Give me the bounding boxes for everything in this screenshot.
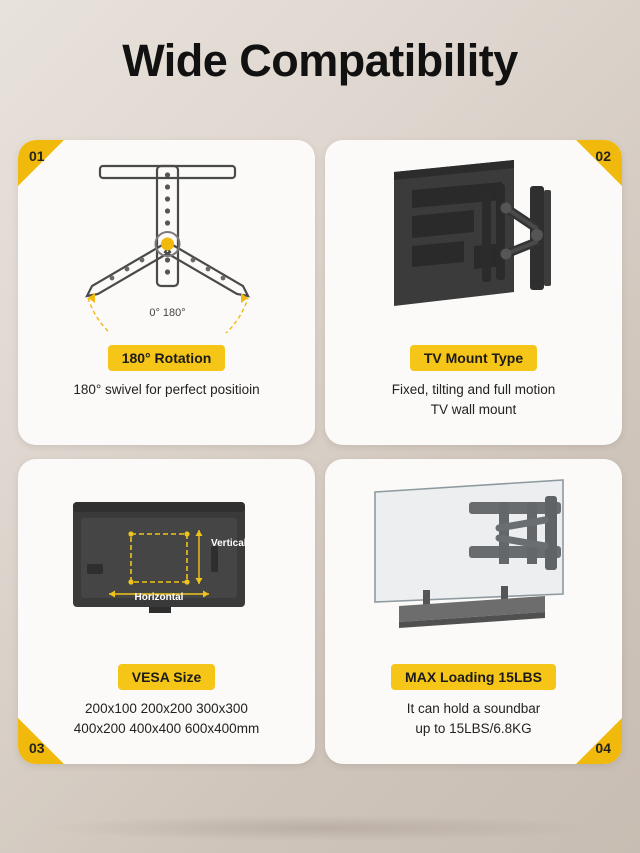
card-label-03: VESA Size [118, 664, 216, 690]
card-label-04: MAX Loading 15LBS [391, 664, 556, 690]
soundbar-load-illustration [325, 459, 622, 659]
vesa-tv-svg [59, 484, 274, 634]
card-number-03: 03 [29, 740, 45, 756]
card-desc-line: It can hold a soundbar [406, 701, 541, 716]
card-number-04: 04 [595, 740, 611, 756]
feature-card-vesa[interactable] [18, 459, 315, 764]
card-desc-03 [32, 699, 301, 738]
page-bottom-shadow [40, 815, 600, 841]
card-desc-01 [32, 380, 301, 400]
wall-mount-svg [354, 150, 594, 330]
card-number-02: 02 [595, 148, 611, 164]
vesa-horizontal-label: Horizontal [134, 592, 184, 603]
soundbar-svg [349, 472, 599, 647]
feature-card-grid [18, 140, 622, 764]
card-desc-line: up to 15LBS/6.8KG [415, 720, 532, 736]
card-desc-line: Fixed, tilting and full motion [391, 382, 556, 397]
vesa-vertical-label: Vertical [211, 538, 247, 549]
feature-card-max-load[interactable] [325, 459, 622, 764]
page-title: Wide Compatibility [122, 35, 518, 86]
card-label-wrap-02 [325, 345, 622, 371]
rotation-bracket-svg [52, 148, 282, 333]
card-label-wrap-04 [325, 664, 622, 690]
card-label-01: 180° Rotation [108, 345, 226, 371]
card-desc-line: 200x100 200x200 300x300 [85, 701, 248, 716]
card-number-01: 01 [29, 148, 45, 164]
card-desc-line: 400x200 400x400 600x400mm [73, 720, 260, 736]
vesa-pattern-tv-illustration [18, 459, 315, 659]
card-label-02: TV Mount Type [410, 345, 537, 371]
card-desc-line: 180° swivel for perfect positioin [73, 382, 260, 397]
feature-card-mount-type[interactable] [325, 140, 622, 445]
card-label-wrap-01 [18, 345, 315, 371]
rotation-angle-caption: 0° 180° [148, 306, 186, 319]
card-desc-02 [339, 380, 608, 419]
card-desc-04 [339, 699, 608, 738]
card-label-wrap-03 [18, 664, 315, 690]
feature-card-rotation[interactable] [18, 140, 315, 445]
card-desc-line: TV wall mount [430, 401, 517, 417]
